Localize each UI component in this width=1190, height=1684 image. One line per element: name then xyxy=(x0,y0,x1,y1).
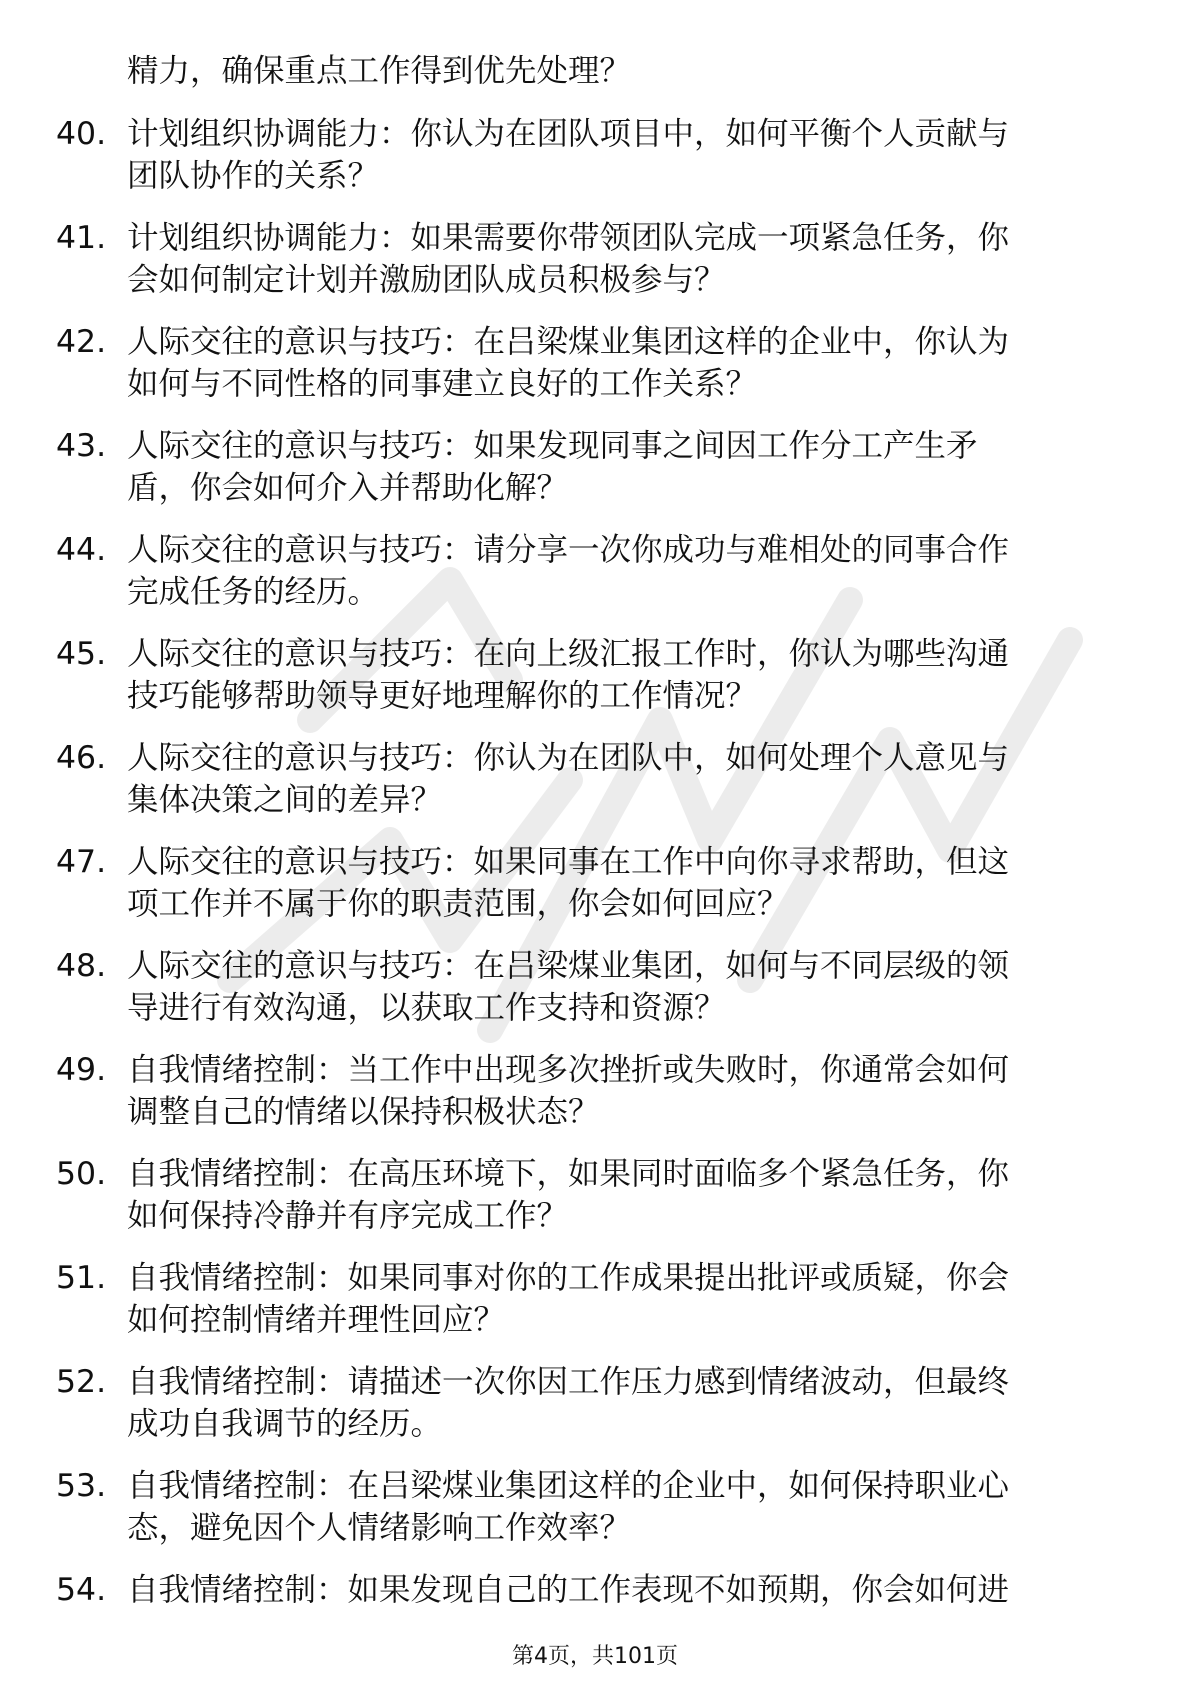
question-text-line: 技巧能够帮助领导更好地理解你的工作情况？ xyxy=(127,678,758,714)
continuation-text: 精力，确保重点工作得到优先处理？ xyxy=(127,53,632,89)
question-number: 48. xyxy=(56,948,107,984)
question-text xyxy=(127,217,1127,301)
question-text-line: 调整自己的情绪以保持积极状态？ xyxy=(127,1094,600,1130)
question-number: 46. xyxy=(56,740,107,776)
question-number: 43. xyxy=(56,428,107,464)
question-text-line: 计划组织协调能力：你认为在团队项目中，如何平衡个人贡献与 xyxy=(127,116,1010,152)
question-text-line: 人际交往的意识与技巧：如果发现同事之间因工作分工产生矛 xyxy=(127,428,978,464)
question-text-line: 态，避免因个人情绪影响工作效率？ xyxy=(127,1510,632,1546)
question-text xyxy=(127,737,1127,821)
question-text-line: 集体决策之间的差异？ xyxy=(127,782,443,818)
question-item xyxy=(0,1153,1190,1257)
question-text-line: 完成任务的经历。 xyxy=(127,574,380,610)
question-number: 51. xyxy=(56,1260,107,1296)
page-number-footer: 第4页，共101页 xyxy=(512,1644,678,1669)
question-text-line: 计划组织协调能力：如果需要你带领团队完成一项紧急任务，你 xyxy=(127,220,1010,256)
question-text xyxy=(127,1361,1127,1445)
question-number: 41. xyxy=(56,220,107,256)
question-text xyxy=(127,945,1127,1029)
question-item xyxy=(0,321,1190,425)
question-item xyxy=(0,945,1190,1049)
question-item xyxy=(0,113,1190,217)
question-number: 49. xyxy=(56,1052,107,1088)
question-text-line: 自我情绪控制：请描述一次你因工作压力感到情绪波动，但最终 xyxy=(127,1364,1010,1400)
question-text-line: 人际交往的意识与技巧：你认为在团队中，如何处理个人意见与 xyxy=(127,740,1010,776)
question-text-line: 自我情绪控制：如果同事对你的工作成果提出批评或质疑，你会 xyxy=(127,1260,1010,1296)
question-text xyxy=(127,633,1127,717)
question-item xyxy=(0,1257,1190,1361)
question-item xyxy=(0,1465,1190,1569)
question-number: 54. xyxy=(56,1572,107,1608)
question-text-line: 如何保持冷静并有序完成工作？ xyxy=(127,1198,569,1234)
question-text-line: 自我情绪控制：在吕梁煤业集团这样的企业中，如何保持职业心 xyxy=(127,1468,1010,1504)
question-item xyxy=(0,841,1190,945)
question-text-line: 人际交往的意识与技巧：在吕梁煤业集团，如何与不同层级的领 xyxy=(127,948,1010,984)
question-text-line: 人际交往的意识与技巧：如果同事在工作中向你寻求帮助，但这 xyxy=(127,844,1010,880)
question-number: 53. xyxy=(56,1468,107,1504)
question-list xyxy=(0,113,1190,1673)
question-number: 45. xyxy=(56,636,107,672)
question-number: 50. xyxy=(56,1156,107,1192)
question-text xyxy=(127,1257,1127,1341)
question-item xyxy=(0,1049,1190,1153)
question-item xyxy=(0,1361,1190,1465)
question-text xyxy=(127,321,1127,405)
question-text xyxy=(127,1153,1127,1237)
question-text-line: 自我情绪控制：在高压环境下，如果同时面临多个紧急任务，你 xyxy=(127,1156,1010,1192)
question-number: 47. xyxy=(56,844,107,880)
question-text-line: 会如何制定计划并激励团队成员积极参与？ xyxy=(127,262,726,298)
question-text-line: 自我情绪控制：如果发现自己的工作表现不如预期，你会如何进 xyxy=(127,1572,1010,1608)
question-text-line: 人际交往的意识与技巧：请分享一次你成功与难相处的同事合作 xyxy=(127,532,1010,568)
question-item xyxy=(0,425,1190,529)
question-text-line: 导进行有效沟通，以获取工作支持和资源？ xyxy=(127,990,726,1026)
question-text-line: 盾，你会如何介入并帮助化解？ xyxy=(127,470,569,506)
question-text xyxy=(127,425,1127,509)
question-text xyxy=(127,841,1127,925)
question-text-line: 成功自我调节的经历。 xyxy=(127,1406,443,1442)
question-text-line: 团队协作的关系？ xyxy=(127,158,380,194)
question-number: 44. xyxy=(56,532,107,568)
question-number: 40. xyxy=(56,116,107,152)
question-item xyxy=(0,529,1190,633)
question-text-line: 自我情绪控制：当工作中出现多次挫折或失败时，你通常会如何 xyxy=(127,1052,1010,1088)
question-text-line: 如何与不同性格的同事建立良好的工作关系？ xyxy=(127,366,758,402)
question-number: 52. xyxy=(56,1364,107,1400)
question-text xyxy=(127,1569,1127,1611)
question-text xyxy=(127,1049,1127,1133)
question-text-line: 人际交往的意识与技巧：在吕梁煤业集团这样的企业中，你认为 xyxy=(127,324,1010,360)
question-item xyxy=(0,633,1190,737)
question-text-line: 人际交往的意识与技巧：在向上级汇报工作时，你认为哪些沟通 xyxy=(127,636,1010,672)
question-text xyxy=(127,1465,1127,1549)
question-item xyxy=(0,217,1190,321)
question-text-line: 项工作并不属于你的职责范围，你会如何回应？ xyxy=(127,886,789,922)
question-number: 42. xyxy=(56,324,107,360)
question-text-line: 如何控制情绪并理性回应？ xyxy=(127,1302,506,1338)
question-text xyxy=(127,113,1127,197)
question-text xyxy=(127,529,1127,613)
question-item xyxy=(0,737,1190,841)
